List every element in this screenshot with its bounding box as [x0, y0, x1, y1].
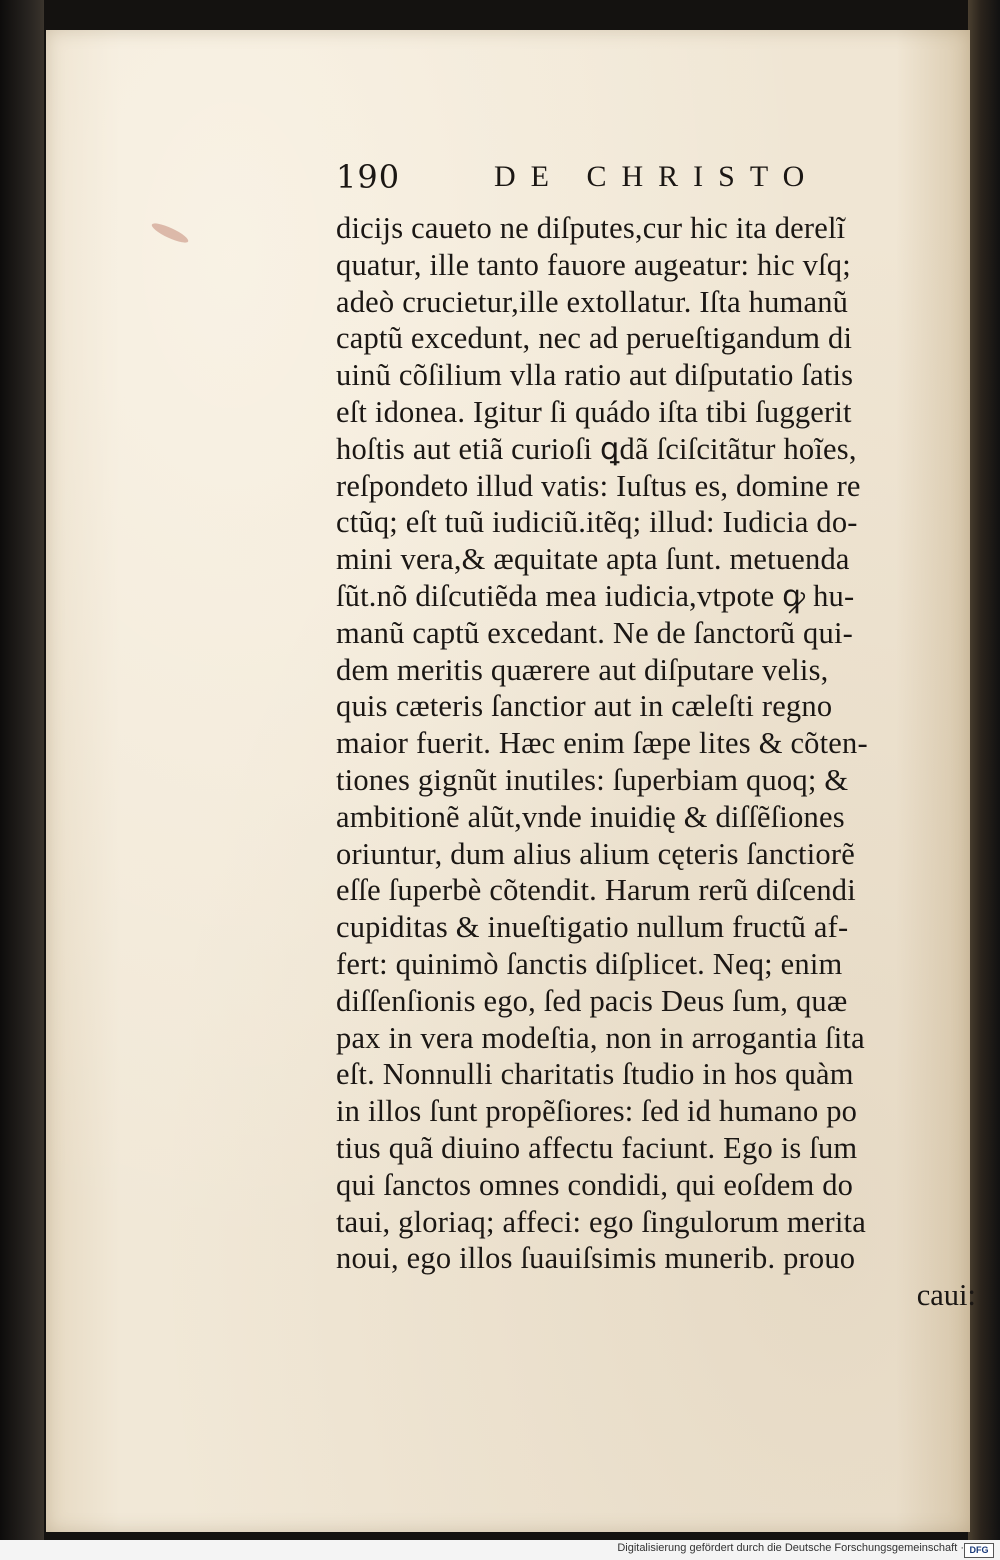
- text-line: fert: quinimò ſanctis diſplicet. Neq; enim: [336, 946, 843, 981]
- text-line: ctũq; eſt tuũ iudiciũ.itẽq; illud: Iudicia do-: [336, 505, 858, 540]
- text-line: eſt. Nonnulli charitatis ſtudio in hos quàm: [336, 1057, 854, 1092]
- text-line: taui, gloriaq; affeci: ego ſingulorum merita: [336, 1204, 866, 1239]
- text-line: quatur, ille tanto fauore augeatur: hic vſq;: [336, 247, 851, 282]
- running-head: [336, 158, 986, 210]
- text-line: eſſe ſuperbè cõtendit. Harum rerũ diſcendi: [336, 873, 856, 908]
- footer-bar: [0, 1540, 1000, 1560]
- text-line: reſpondeto illud vatis: Iuſtus es, domine re: [336, 468, 861, 503]
- text-line: diſſenſionis ego, ſed pacis Deus ſum, quæ: [336, 983, 848, 1018]
- text-line: tiones gignũt inutiles: ſuperbiam quoq; &: [336, 762, 849, 797]
- book-page: [46, 30, 976, 1532]
- funding-credit: Digitalisierung gefördert durch die Deutsche Forschungsgemeinschaft ·: [617, 1542, 964, 1554]
- text-line: qui ſanctos omnes condidi, qui eoſdem do: [336, 1167, 854, 1202]
- text-line: quis cæteris ſanctior aut in cæleſti regno: [336, 689, 833, 724]
- running-head-title: DE CHRISTO: [494, 160, 820, 193]
- text-line: dem meritis quærere aut diſputare velis,: [336, 652, 829, 687]
- text-line: maior fuerit. Hæc enim ſæpe lites & cõten-: [336, 726, 868, 761]
- ink-smudge: [150, 220, 190, 246]
- folio-number: 190: [336, 158, 401, 196]
- text-line: captũ excedunt, nec ad perueſtigandum di: [336, 321, 853, 356]
- text-line: mini vera,& æquitate apta ſunt. metuenda: [336, 542, 850, 577]
- text-line: eſt idonea. Igitur ſi quádo iſta tibi ſuggerit: [336, 394, 852, 429]
- text-line: uinũ cõſilium vlla ratio aut diſputatio ſatis: [336, 358, 854, 393]
- text-line: oriuntur, dum alius alium cęteris ſanctiorẽ: [336, 836, 855, 871]
- catchword: caui:: [916, 1278, 976, 1313]
- text-line: pax in vera modeſtia, non in arrogantia ſita: [336, 1020, 865, 1055]
- binding-edge: [0, 0, 44, 1540]
- text-line: hoſtis aut etiã curioſi ꝗdã ſciſcitãtur hoĩes,: [336, 431, 857, 466]
- text-line: tius quã diuino affectu faciunt. Ego is ſum: [336, 1130, 858, 1165]
- page-content: [336, 158, 986, 1408]
- text-line: adeò crucietur,ille extollatur. Iſta humanũ: [336, 284, 849, 319]
- dfg-logo: DFG: [964, 1543, 994, 1558]
- text-line: ambitionẽ alũt,vnde inuidię & diſſẽſiones: [336, 799, 845, 834]
- text-line: cupiditas & inueſtigatio nullum fructũ af-: [336, 910, 849, 945]
- text-line: manũ captũ excedant. Ne de ſanctorũ qui-: [336, 615, 853, 650]
- text-line: noui, ego illos ſuauiſsimis munerib. prouo: [336, 1241, 856, 1276]
- text-line: dicijs caueto ne diſputes,cur hic ita derelĩ: [336, 211, 846, 245]
- text-line: in illos ſunt propẽſiores: ſed id humano po: [336, 1094, 858, 1129]
- text-block: [336, 210, 986, 1277]
- text-line: ſũt.nõ diſcutiẽda mea iudicia,vtpote ꝙ hu-: [336, 578, 855, 613]
